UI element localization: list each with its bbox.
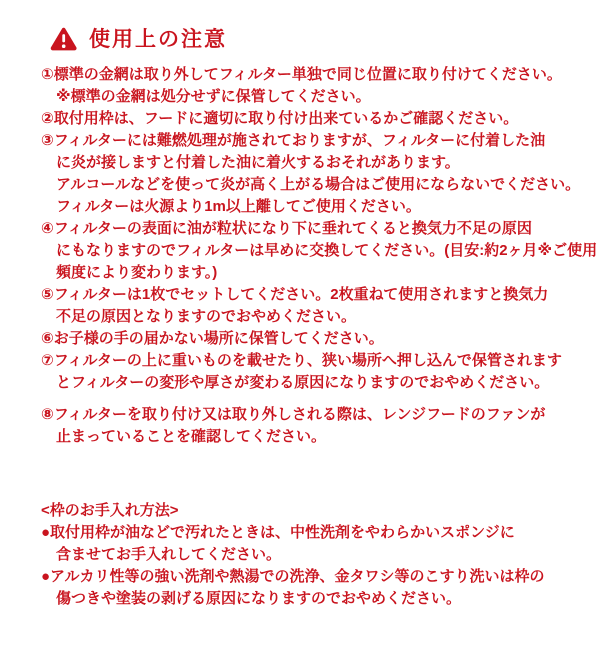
- notice-line: アルコールなどを使って炎が高く上がる場合はご使用にならないでください。: [56, 176, 581, 193]
- notice-line: 頻度により変わります。): [56, 264, 218, 281]
- notice-item-2: [41, 108, 582, 130]
- notice-line: ⑧フィルターを取り付け又は取り外しされる際は、レンジフードのファンが: [41, 406, 546, 423]
- notice-line: ③フィルターには難燃処理が施されておりますが、フィルターに付着した油: [41, 132, 546, 149]
- care-line: 傷つきや塗装の剥げる原因になりますのでおやめください。: [56, 590, 462, 607]
- notice-line: ⑤フィルターは1枚でセットしてください。2枚重ねて使用されますと換気力: [41, 286, 549, 303]
- frame-care-section: [41, 500, 582, 610]
- notice-list: [0, 51, 600, 610]
- notice-item-6: [41, 328, 582, 350]
- notice-item-7: [41, 350, 582, 394]
- notice-item-3: [41, 130, 582, 218]
- care-section-heading: <枠のお手入れ方法>: [41, 502, 179, 519]
- notice-line: に炎が接しますと付着した油に着火するおそれがあります。: [56, 154, 460, 171]
- page-header: [0, 0, 600, 51]
- notice-line: ②取付用枠は、フードに適切に取り付け出来ているかご確認ください。: [41, 110, 519, 127]
- notice-line: ④フィルターの表面に油が粒状になり下に垂れてくると換気力不足の原因: [41, 220, 532, 237]
- page-title: 使用上の注意: [89, 27, 227, 51]
- notice-item-8: [41, 404, 582, 448]
- care-line: ●アルカリ性等の強い洗剤や熱湯での洗浄、金タワシ等のこすり洗いは枠の: [41, 568, 545, 585]
- notice-line: とフィルターの変形や厚さが変わる原因になりますのでおやめください。: [56, 374, 550, 391]
- notice-line: ⑦フィルターの上に重いものを載せたり、狭い場所へ押し込んで保管されます: [41, 352, 562, 369]
- care-bullet-1: [41, 522, 582, 566]
- care-line: ●取付用枠が油などで汚れたときは、中性洗剤をやわらかいスポンジに: [41, 524, 515, 541]
- notice-line: 止まっていることを確認してください。: [56, 428, 327, 445]
- notice-item-1: [41, 64, 582, 108]
- warning-triangle-icon: [50, 27, 77, 51]
- notice-line: ※標準の金網は処分せずに保管してください。: [56, 88, 371, 105]
- notice-line: にもなりますのでフィルターは早めに交換してください。(目安:約2ヶ月※ご使用: [56, 242, 598, 259]
- notice-item-4: [41, 218, 598, 284]
- notice-line: 不足の原因となりますのでおやめください。: [56, 308, 357, 325]
- notice-item-5: [41, 284, 582, 328]
- notice-line: ⑥お子様の手の届かない場所に保管してください。: [41, 330, 384, 347]
- care-line: 含ませてお手入れしてください。: [56, 546, 282, 563]
- care-bullet-2: [41, 566, 582, 610]
- notice-line: ①標準の金網は取り外してフィルター単独で同じ位置に取り付けてください。: [41, 66, 562, 83]
- notice-line: フィルターは火源より1m以上離してご使用ください。: [56, 198, 421, 215]
